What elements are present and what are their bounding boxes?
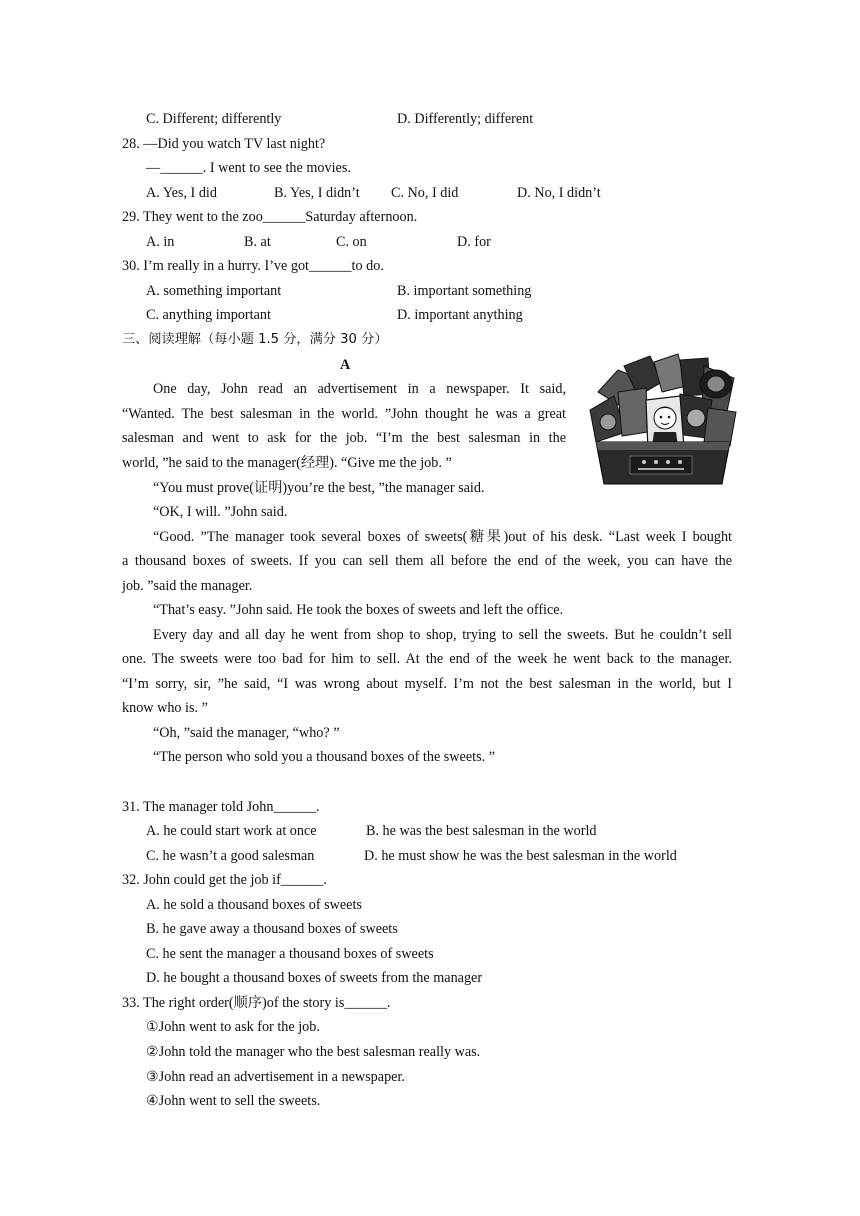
- q28-option-c: C. No, I did: [391, 185, 459, 201]
- q27-option-d: D. Differently; different: [397, 111, 534, 127]
- q33-item-3: ③John read an advertisement in a newspaper.: [146, 1069, 405, 1085]
- q27-option-c: C. Different; differently: [146, 111, 282, 127]
- passage-line-9: job. ”said the manager.: [122, 578, 253, 594]
- section-heading: 三、阅读理解（每小题 1.5 分，满分 30 分）: [122, 332, 388, 347]
- q31-option-c: C. he wasn’t a good salesman: [146, 848, 315, 864]
- passage-line-3: salesman and went to ask for the job. “I’m the best salesman in the: [122, 430, 566, 446]
- q32-stem: 32. John could get the job if______.: [122, 872, 327, 888]
- q31-option-a: A. he could start work at once: [146, 823, 317, 839]
- q29-option-c: C. on: [336, 234, 367, 250]
- q28-option-d: D. No, I didn’t: [517, 185, 601, 201]
- q30-option-b: B. important something: [397, 283, 532, 299]
- passage-line-4: world, ”he said to the manager(经理). “Give me the job. ”: [122, 455, 452, 471]
- passage-line-2: “Wanted. The best salesman in the world. ”John thought he was a great: [122, 406, 566, 422]
- passage-line-16: “The person who sold you a thousand boxes of the sweets. ”: [153, 749, 496, 765]
- passage-line-14: know who is. ”: [122, 700, 208, 716]
- passage-line-15: “Oh, ”said the manager, “who? ”: [153, 725, 340, 741]
- q28-option-a: A. Yes, I did: [146, 185, 217, 201]
- q28-stem: 28. —Did you watch TV last night?: [122, 136, 326, 152]
- passage-line-7: “Good. ”The manager took several boxes of sweets(糖果)out of his desk. “Last week I bought: [153, 529, 732, 545]
- passage-line-10: “That’s easy. ”John said. He took the boxes of sweets and left the office.: [153, 602, 564, 618]
- q32-option-c: C. he sent the manager a thousand boxes of sweets: [146, 946, 434, 962]
- q32-option-b: B. he gave away a thousand boxes of sweets: [146, 921, 398, 937]
- q33-stem: 33. The right order(顺序)of the story is______.: [122, 995, 391, 1011]
- passage-label: A: [340, 357, 351, 373]
- q28-option-b: B. Yes, I didn’t: [274, 185, 360, 201]
- q28-stem-reply: —______. I went to see the movies.: [146, 160, 351, 176]
- q29-option-a: A. in: [146, 234, 175, 250]
- sweets-gift-basket-icon: [588, 352, 738, 488]
- passage-line-5: “You must prove(证明)you’re the best, ”the manager said.: [153, 480, 485, 496]
- passage-line-13: “I’m sorry, sir, ”he said, “I was wrong about myself. I’m not the best salesman in the world, but I: [122, 676, 732, 692]
- q30-stem: 30. I’m really in a hurry. I’ve got______to do.: [122, 258, 384, 274]
- q33-item-1: ①John went to ask for the job.: [146, 1019, 320, 1035]
- passage-line-1: One day, John read an advertisement in a newspaper. It said,: [153, 381, 566, 397]
- q32-option-a: A. he sold a thousand boxes of sweets: [146, 897, 362, 913]
- q31-stem: 31. The manager told John______.: [122, 799, 320, 815]
- q32-option-d: D. he bought a thousand boxes of sweets from the manager: [146, 970, 483, 986]
- passage-line-11: Every day and all day he went from shop to shop, trying to sell the sweets. But he couldn’t sell: [153, 627, 732, 643]
- q29-stem: 29. They went to the zoo______Saturday afternoon.: [122, 209, 418, 225]
- q33-item-4: ④John went to sell the sweets.: [146, 1093, 321, 1109]
- q30-option-a: A. something important: [146, 283, 282, 299]
- q30-option-d: D. important anything: [397, 307, 523, 323]
- q29-option-b: B. at: [244, 234, 271, 250]
- passage-line-8: a thousand boxes of sweets. If you can sell them all before the end of the week, you can have the: [122, 553, 732, 569]
- q30-option-c: C. anything important: [146, 307, 271, 323]
- q31-option-d: D. he must show he was the best salesman in the world: [364, 848, 677, 864]
- passage-line-12: one. The sweets were too bad for him to sell. At the end of the week he went back to the manager.: [122, 651, 732, 667]
- passage-line-6: “OK, I will. ”John said.: [153, 504, 288, 520]
- q31-option-b: B. he was the best salesman in the world: [366, 823, 597, 839]
- q33-item-2: ②John told the manager who the best salesman really was.: [146, 1044, 481, 1060]
- q29-option-d: D. for: [457, 234, 491, 250]
